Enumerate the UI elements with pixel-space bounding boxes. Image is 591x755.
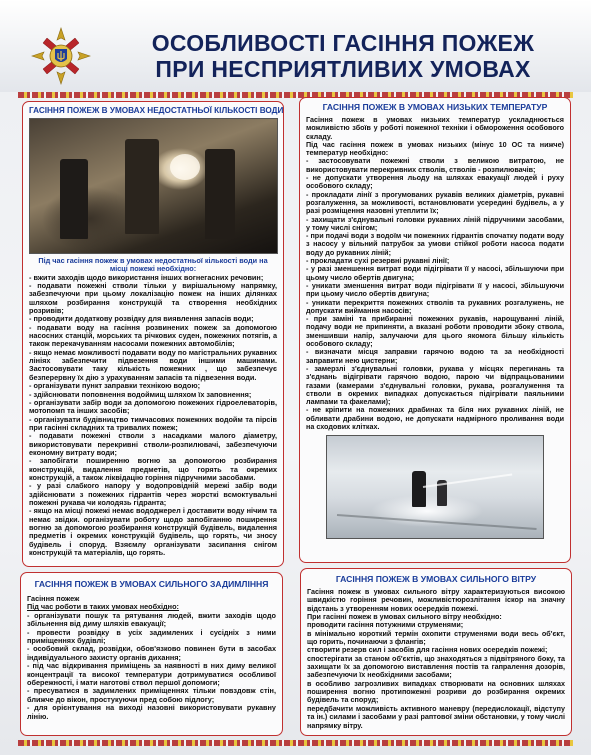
panel-water-text xyxy=(29,257,277,557)
ornament-bottom xyxy=(18,740,573,746)
panel-water-line: - запобігати поширенню вогню за допомогою розбирання конструкцій, видалення предметів, що горять та окремих конструкцій, а також ліквідацію горіння підручними засобами. xyxy=(29,456,277,482)
panel-wind-line: передбачити можливість активного маневру (передислокації, відступу та ін.) силами і засобами у разі раптової зміни обстановки, у тому числі напрямку вітру. xyxy=(307,703,565,730)
panel-cold-text xyxy=(306,116,564,431)
panel-cold-line: - при заміні та прибиранні пожежних рукавів, нарощуванні ліній, подачу води не припиняти, а вказані роботи проводити збоку ствола, зменшивши напір, залучаючи для цього якомога більшу кількість особового складу; xyxy=(306,314,564,349)
panel-water-line: - організувати забір води за допомогою пожежних гідроелеваторів, мотопомп та інших засобів; xyxy=(29,397,277,416)
panel-cold-line: Гасіння пожеж в умовах низьких температур ускладнюється можливістю збоїв у роботі пожежної техніки і обмороження особового складу. xyxy=(306,115,564,141)
panel-wind-line: При гасінні пожеж в умовах сильного вітру необхідно: xyxy=(307,612,502,622)
panel-wind-line: спостерігати за станом об'єктів, що знаходяться з підвітряного боку, та захищати їх за допомогою виставлення постів та гапралення дозорів, забезпечуючи їх необхідними засобами; xyxy=(307,653,565,680)
header xyxy=(0,0,591,92)
panel-water-shortage xyxy=(22,101,284,567)
panel-cold-line: - визначати місця заправки гарячою водою та за необхідності заправити нею цистерни; xyxy=(306,347,564,365)
panel-cold-line: - прокладати сухі резервні рукавні лінії; xyxy=(306,256,450,266)
panel-water-line: - подавати пожежні стволи тільки у вирішальному напрямку, забезпечуючи при цьому локалізацію пожеж на інших ділянках шляхом розбирання конструкцій та створення необхідних розривів; xyxy=(29,281,277,316)
panel-wind-line: Гасіння пожеж в умовах сильного вітру характеризуються високою швидкістю горіння речовин, можливістюрозлітання іскор на значну відстань з утворенням нових осередків пожежі. xyxy=(307,587,565,613)
panel-wind-title: ГАСІННЯ ПОЖЕЖ В УМОВАХ СИЛЬНОГО ВІТРУ xyxy=(335,574,537,584)
panel-cold-line: Під час гасіння пожеж в умовах низьких (мінус 10 ОС та нижче) температур необхідно: xyxy=(306,139,564,158)
panel-cold-line: - захищати з'єднувальні головки рукавних ліній підручними засобами, у тому числі снігом; xyxy=(306,214,564,232)
winter-firefighting-photo xyxy=(326,435,544,539)
panel-smoke-line: - пресуватися в задимлених приміщеннях тільки повздовж стін, ближче до вікон, простукуючи пред собою підлогу; xyxy=(27,686,276,704)
panel-smoke-line: - особовий склад, розвідки, обов'язково повинен бути в засобах індивідуального захисту органів дихання; xyxy=(27,644,276,662)
panel-water-line: - організувати пункт заправки технікою водою; xyxy=(29,381,201,391)
panel-smoke-line: Гасіння пожеж xyxy=(27,594,80,603)
panel-strong-wind xyxy=(300,568,572,736)
panel-wind-line: в мінімально короткий термін охопити струменями води весь об'єкт, що горить, починаючи з флангів; xyxy=(307,628,565,647)
panel-water-line: - проводити додаткову розвідку для виявлення запасів води; xyxy=(29,314,254,324)
page-title-line2: ПРИ НЕСПРИЯТЛИВИХ УМОВАХ xyxy=(155,56,531,82)
panel-smoke-line: - для орієнтування на виході назовні використовувати рукавну лінію. xyxy=(27,703,276,721)
panel-smoke-line: - організувати пошук та рятування людей, вжити заходів щодо збільнення від диму шляхів евакуації; xyxy=(27,610,276,629)
panel-smoke-text xyxy=(27,595,276,721)
panel-water-line: - у разі слабкого напору у водопровідній мережі забір води здійснювати з пожежних гідрантів через жорсткі всмоктувальні пожежні рукава чи колодязь гідранта; xyxy=(29,481,277,507)
page-title-line1: ОСОБЛИВОСТІ ГАСІННЯ ПОЖЕЖ xyxy=(151,30,535,56)
panel-cold-line: - замерзлі з'єднувальні головки, рукава у місцях перегинань та з'єднань відігрівати гарячою водою, парою чи відпрацьованими газами (камерами з'єднувальні головки, рукава, розгалуження та стволи в окремих випадках допускається підігрівати паяльними лампами та факелами); xyxy=(306,363,564,407)
army-emblem-icon xyxy=(30,26,92,86)
panel-cold-line: - при подачі води з водоїм чи пожежних гідрантів спочатку подати воду з насосу у вільний патрубок за умови стійкої роботи насоса подати воду до рукавних ліній; xyxy=(306,231,564,257)
panel-water-caption: Під час гасіння пожеж в умовах недостатньої кількості води на місці пожежі необхідно: xyxy=(38,256,268,274)
firefighters-photo xyxy=(29,118,278,254)
panel-water-line: - якщо немає можливості подавати воду по магістральних рукавних лініях забезпечити підвезення води іншими машинами. Застосовувати таку кількість пожежних , що забезпечує безперервну їх дію з урахуванням запасів та підвезення води. xyxy=(29,347,277,382)
panel-water-line: - вжити заходів щодо використання інших вогнегасних речовин; xyxy=(29,272,264,282)
panel-wind-line: проводити гасіння потужними струменями; xyxy=(307,620,464,630)
panel-cold-line: - не кріпити на пожежних драбинах та біля них рукавних ліній, не обливати драбини водою, не допускати надмірного проливання води на сходових клітках. xyxy=(306,405,564,431)
panel-water-line: - подавати пожежні стволи з насадками малого діаметру, використовувати перекривні стволи-розпилювачі, забезпечуючи економну витрату води; xyxy=(29,431,277,457)
panel-cold-line: - уникати перекриття пожежних стволів та рукавних розгалужень, не допускати виймання насосів; xyxy=(306,297,564,315)
panel-cold-line: - прокладати лінії з прогумованих рукавів великих діаметрів, рукавні розгалуження, за можливості, встановлювати усередині будівель, а у разі розміщення назовні утеплити їх; xyxy=(306,189,564,216)
panel-cold-line: - уникати зменшення витрат води підігрівати її у насосі, збільшуючи при цьому число обертів двигуна; xyxy=(306,280,564,299)
panel-wind-text xyxy=(307,588,565,730)
panel-water-line: - якщо на місці пожежі немає вододжерел і доставити воду нічим та немає звідки. організувати роботу щодо запобіганню поширення вогню за допомогою розбирання конструкцій будівель, видалення предметів і окремих конструкцій будівель, що горять, чи зносу будівель і споруд. Взяємлу організувати засипання снігом конструкцій та матеріалів, що горять. xyxy=(29,506,277,558)
panel-wind-line: створити резерв сил і засобів для гасіння нових осередків пожежі; xyxy=(307,645,548,655)
panel-cold-title: ГАСІННЯ ПОЖЕЖ В УМОВАХ НИЗЬКИХ ТЕМПЕРАТУР xyxy=(322,102,548,112)
panel-water-line: - здійснювати поповнення водоймищ шляхом їх заповнення; xyxy=(29,389,252,399)
panel-heavy-smoke xyxy=(20,572,283,736)
panel-water-line: - подавати воду на гасіння розвинених пожеж за допомогою насосних станцій, морських та річкових суден, пожежних потягів, а також перекачуванням насосами пожежних автомобілів; xyxy=(29,322,277,349)
panel-cold-line: - у разі зменшення витрат води підігрівати її у насосі, збільшуючи при цьому число обертів двигуна; xyxy=(306,264,564,282)
panel-low-temperature xyxy=(299,97,571,563)
panel-water-line: - організувати будівництво тимчасових пожежних водойм та пірсів при гасінні складних та тривалих пожеж; xyxy=(29,414,277,432)
panel-smoke-line: Під час роботи в таких умовах необхідно: xyxy=(27,602,179,612)
panel-wind-line: в особливо загрозливих випадках створювати на основних шляхах поширення вогню протипожежні розриви до розбирання окремих будівель та споруд; xyxy=(307,678,565,705)
panel-cold-line: - застосовувати пожежні стволи з великою витратою, не використовувати перекривних стволів, стволів - розпилювачів; xyxy=(306,156,564,174)
panel-smoke-line: - під час відкривання приміщень за наявності в них диму великої концентрації та високої температури дотримуватися особливої обережності, і мати наготові ствол першої допомоги; xyxy=(27,661,276,688)
panel-smoke-line: - провести розвідку в усіх задимлених і сусідніх з ними приміщеннях будівлі; xyxy=(27,627,276,646)
panel-cold-line: - не допускати утворення льоду на шляхах евакуації людей і руху особового складу; xyxy=(306,173,564,191)
page-title xyxy=(108,30,578,82)
panel-water-title: ГАСІННЯ ПОЖЕЖ В УМОВАХ НЕДОСТАТНЬОЇ КІЛЬКОСТІ ВОДИ xyxy=(29,106,284,115)
panel-smoke-title: ГАСІННЯ ПОЖЕЖ В УМОВАХ СИЛЬНОГО ЗАДИМЛІННЯ xyxy=(34,579,269,589)
